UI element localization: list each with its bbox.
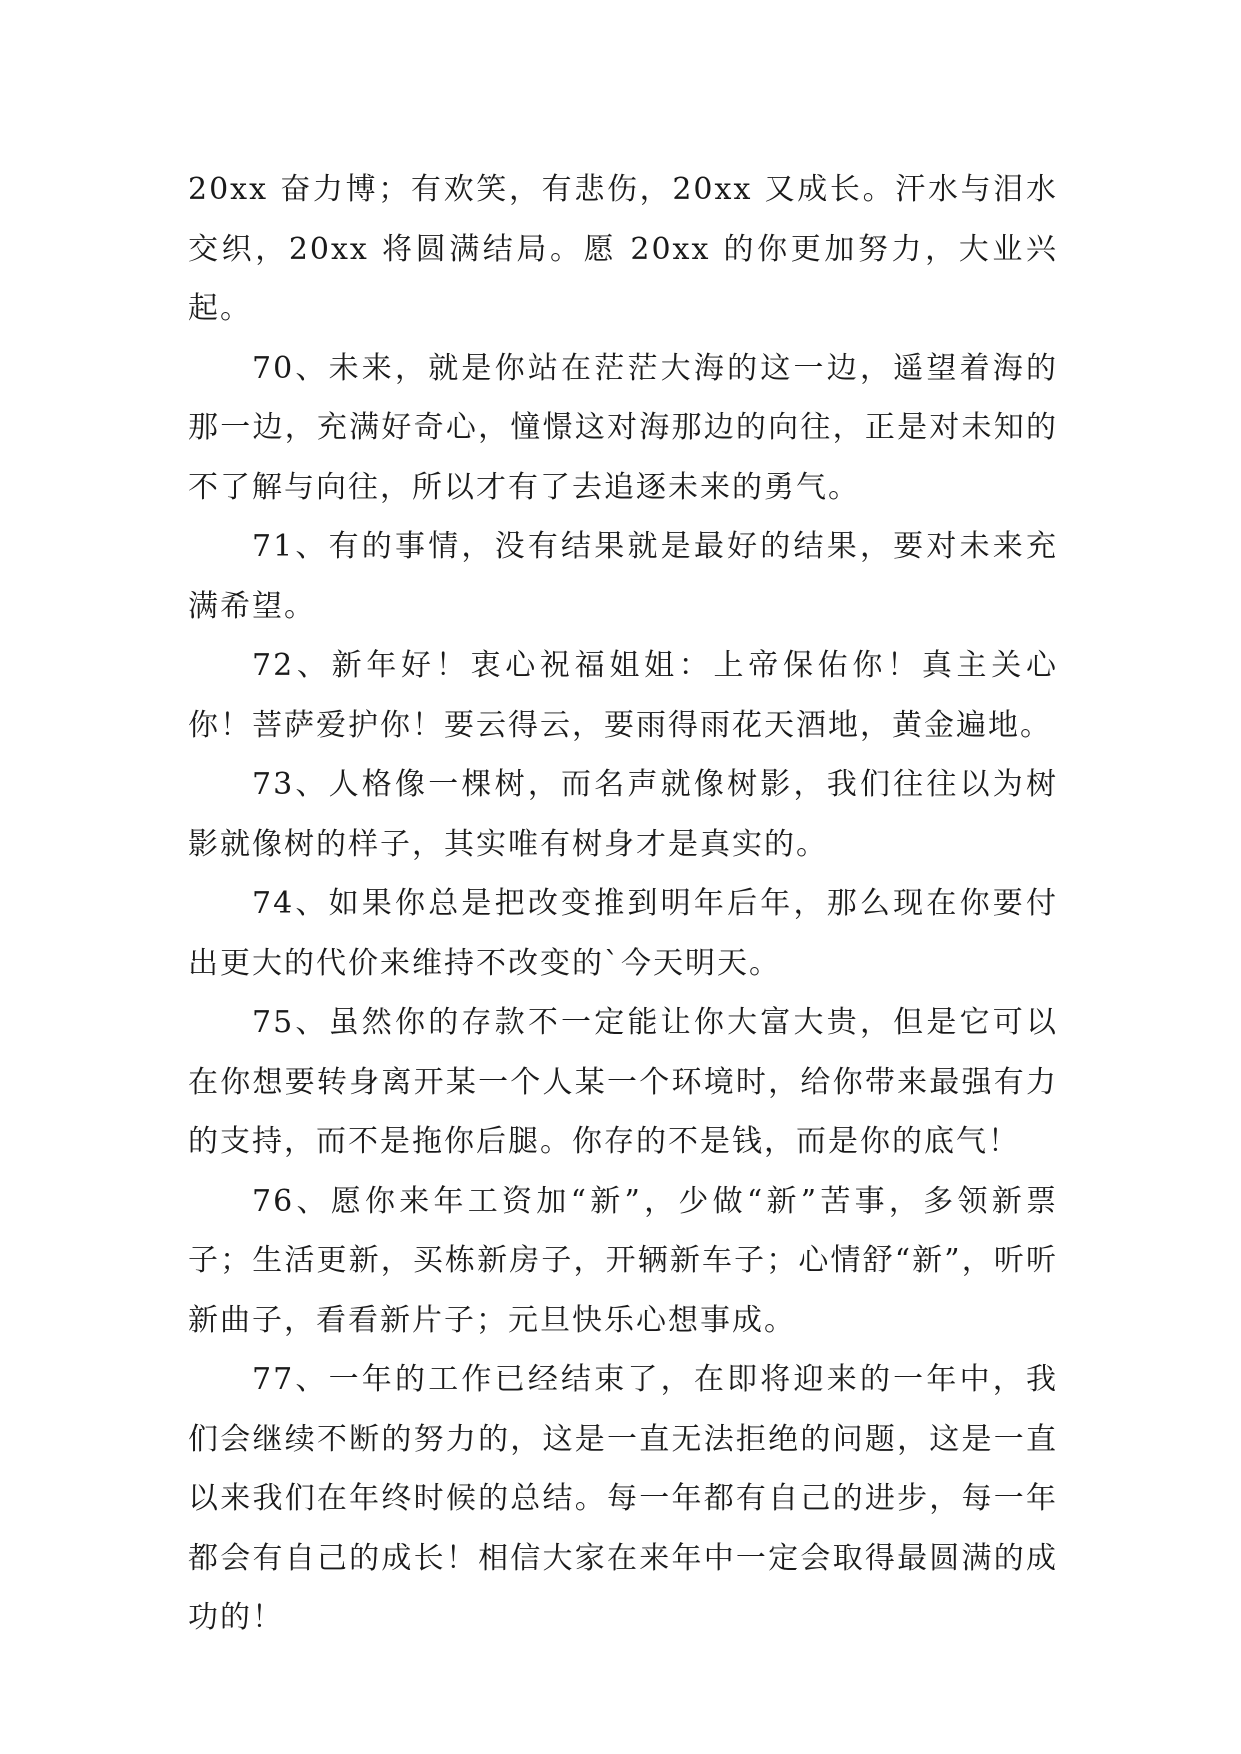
paragraph-72: 72、新年好！衷心祝福姐姐：上帝保佑你！真主关心你！菩萨爱护你！要云得云，要雨得雨花天酒地，黄金遍地。 <box>188 648 1058 743</box>
paragraph-76: 76、愿你来年工资加“新”，少做“新”苦事，多领新票子；生活更新，买栋新房子，开辆新车子；心情舒“新”，听听新曲子，看看新片子；元旦快乐心想事成。 <box>188 1183 1058 1338</box>
paragraph-75: 75、虽然你的存款不一定能让你大富大贵，但是它可以在你想要转身离开某一个人某一个环境时，给你带来最强有力的支持，而不是拖你后腿。你存的不是钱，而是你的底气！ <box>188 1005 1058 1159</box>
paragraph-71: 71、有的事情，没有结果就是最好的结果，要对未来充满希望。 <box>188 529 1058 624</box>
paragraph-74: 74、如果你总是把改变推到明年后年，那么现在你要付出更大的代价来维持不改变的`今天明天。 <box>188 886 1058 981</box>
paragraph-70: 70、未来，就是你站在茫茫大海的这一边，遥望着海的那一边，充满好奇心，憧憬这对海那边的向往，正是对未知的不了解与向往，所以才有了去追逐未来的勇气。 <box>188 350 1058 505</box>
paragraph-73: 73、人格像一棵树，而名声就像树影，我们往往以为树影就像树的样子，其实唯有树身才是真实的。 <box>188 767 1058 862</box>
paragraph-intro: 20xx 奋力博；有欢笑，有悲伤，20xx 又成长。汗水与泪水交织，20xx 将圆满结局。愿 20xx 的你更加努力，大业兴起。 <box>188 172 1058 326</box>
document-body <box>188 160 1058 1648</box>
paragraph-77: 77、一年的工作已经结束了，在即将迎来的一年中，我们会继续不断的努力的，这是一直无法拒绝的问题，这是一直以来我们在年终时候的总结。每一年都有自己的进步，每一年都会有自己的成长！相信大家在来年中一定会取得最圆满的成功的！ <box>188 1362 1058 1635</box>
